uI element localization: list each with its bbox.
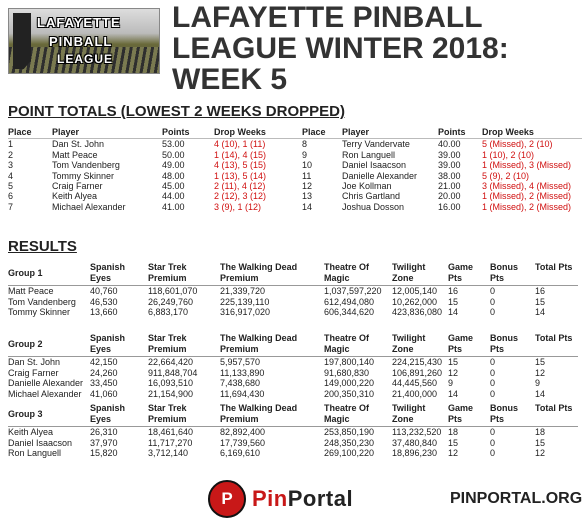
points-row	[302, 139, 582, 150]
score-cell: 0	[490, 367, 496, 378]
wordmark-portal: Portal	[287, 486, 354, 511]
col-place: Place	[302, 127, 342, 139]
points-row	[302, 181, 582, 191]
player-cell: Tommy Skinner	[8, 307, 71, 318]
player-cell: Danielle Alexander	[342, 170, 418, 181]
score-cell: 15	[448, 437, 459, 448]
score-cell: 15	[535, 437, 546, 448]
place-cell: 2	[8, 149, 14, 160]
score-cell: 248,350,230	[324, 437, 375, 448]
points-cell: 16.00	[438, 201, 461, 212]
points-cell: 44.00	[162, 191, 185, 202]
points-cell: 45.00	[162, 181, 185, 192]
player-cell: Daniel Isaacson	[8, 437, 73, 448]
score-cell: 40,760	[90, 286, 118, 296]
table-row	[8, 368, 578, 379]
results-col-header: Star Trek Premium	[148, 333, 220, 357]
score-cell: 24,260	[90, 367, 118, 378]
score-cell: 37,480,840	[392, 437, 438, 448]
pinportal-wordmark	[252, 486, 353, 512]
player-cell: Ron Languell	[8, 448, 62, 459]
player-cell: Matt Peace	[8, 286, 54, 296]
col-drop-weeks: Drop Weeks	[482, 127, 582, 139]
points-cell: 50.00	[162, 149, 185, 160]
col-drop-weeks: Drop Weeks	[214, 127, 304, 139]
score-cell: 911,848,704	[148, 367, 198, 378]
results-col-header: Star Trek Premium	[148, 262, 220, 286]
score-cell: 15	[535, 296, 546, 307]
results-group-2	[8, 333, 578, 399]
results-col-header: Game Pts	[448, 262, 490, 286]
player-cell: Michael Alexander	[52, 201, 126, 212]
score-cell: 197,800,140	[324, 357, 375, 367]
score-cell: 15,820	[90, 448, 118, 459]
score-cell: 21,400,000	[392, 388, 438, 399]
score-cell: 46,530	[90, 296, 118, 307]
score-cell: 0	[490, 357, 496, 367]
player-cell: Craig Farner	[8, 367, 59, 378]
score-cell: 12	[535, 448, 546, 459]
place-cell: 11	[302, 170, 312, 181]
score-cell: 9	[448, 378, 454, 389]
place-cell: 6	[8, 191, 14, 202]
player-cell: Matt Peace	[52, 149, 98, 160]
results-col-header: Total Pts	[535, 262, 578, 286]
score-cell: 269,100,220	[324, 448, 375, 459]
points-row	[302, 171, 582, 181]
score-cell: 11,717,270	[148, 437, 193, 448]
score-cell: 21,154,900	[148, 388, 194, 399]
score-cell: 224,215,430	[392, 357, 443, 367]
score-cell: 0	[490, 307, 496, 318]
results-col-header: The Walking Dead Premium	[220, 403, 324, 427]
results-col-header: Total Pts	[535, 403, 578, 427]
player-cell: Dan St. John	[52, 139, 105, 150]
drop-weeks-cell: 3 (9), 1 (12)	[214, 201, 262, 212]
score-cell: 33,450	[90, 378, 118, 389]
player-cell: Tom Vandenberg	[52, 160, 120, 171]
points-cell: 48.00	[162, 170, 185, 181]
score-cell: 82,892,400	[220, 427, 266, 437]
score-cell: 7,438,680	[220, 378, 261, 389]
points-heading: POINT TOTALS (LOWEST 2 WEEKS DROPPED)	[8, 103, 345, 120]
points-cell: 53.00	[162, 139, 185, 150]
results-col-header: Twilight Zone	[392, 333, 448, 357]
player-cell: Keith Alyea	[8, 427, 54, 437]
group-name: Group 3	[8, 403, 90, 427]
score-cell: 9	[535, 378, 541, 389]
table-row	[8, 438, 578, 449]
table-row	[8, 389, 578, 400]
score-cell: 10,262,000	[392, 296, 438, 307]
drop-weeks-cell: 1 (10), 2 (10)	[482, 149, 535, 160]
drop-weeks-cell: 3 (Missed), 4 (Missed)	[482, 181, 572, 192]
group-header-row	[8, 403, 578, 427]
score-cell: 423,836,080	[392, 307, 443, 318]
table-row	[8, 286, 578, 297]
points-cell: 40.00	[438, 139, 461, 150]
points-row	[8, 181, 304, 191]
points-row	[302, 202, 582, 212]
points-cell: 38.00	[438, 170, 461, 181]
drop-weeks-cell: 1 (14), 4 (15)	[214, 149, 267, 160]
score-cell: 0	[490, 296, 496, 307]
table-row	[8, 448, 578, 459]
score-cell: 5,957,570	[220, 357, 261, 367]
player-cell: Ron Languell	[342, 149, 396, 160]
wordmark-pin: Pin	[252, 486, 288, 511]
score-cell: 12	[448, 367, 459, 378]
logo-line-2: PINBALL	[49, 34, 113, 49]
points-row	[8, 202, 304, 212]
points-row	[8, 139, 304, 150]
table-row	[8, 297, 578, 308]
score-cell: 113,232,520	[392, 427, 442, 437]
logo-line-1: LAFAYETTE	[37, 15, 121, 30]
place-cell: 4	[8, 170, 14, 181]
score-cell: 0	[490, 388, 496, 399]
place-cell: 10	[302, 160, 313, 171]
points-cell: 41.00	[162, 201, 185, 212]
score-cell: 12,005,140	[392, 286, 438, 296]
drop-weeks-cell: 1 (Missed), 2 (Missed)	[482, 201, 572, 212]
col-player: Player	[342, 127, 438, 139]
drop-weeks-cell: 1 (Missed), 3 (Missed)	[482, 160, 572, 171]
col-player: Player	[52, 127, 162, 139]
score-cell: 26,310	[90, 427, 118, 437]
results-col-header: Theatre Of Magic	[324, 262, 392, 286]
score-cell: 18,896,230	[392, 448, 438, 459]
results-col-header: Spanish Eyes	[90, 333, 148, 357]
score-cell: 0	[490, 378, 496, 389]
score-cell: 14	[535, 307, 546, 318]
player-cell: Terry Vandervate	[342, 139, 410, 150]
score-cell: 225,139,110	[220, 296, 270, 307]
score-cell: 12	[448, 448, 459, 459]
player-cell: Craig Farner	[52, 181, 103, 192]
drop-weeks-cell: 4 (13), 5 (15)	[214, 160, 267, 171]
pinportal-mark-icon: P	[208, 480, 246, 518]
score-cell: 14	[448, 388, 459, 399]
points-row	[302, 150, 582, 160]
group-name: Group 2	[8, 333, 90, 357]
score-cell: 12	[535, 367, 546, 378]
score-cell: 18,461,640	[148, 427, 194, 437]
drop-weeks-cell: 4 (10), 1 (11)	[214, 139, 266, 150]
score-cell: 3,712,140	[148, 448, 189, 459]
points-table-left	[8, 127, 304, 212]
score-cell: 0	[490, 427, 496, 437]
results-col-header: Spanish Eyes	[90, 262, 148, 286]
score-cell: 16,093,510	[148, 378, 194, 389]
score-cell: 42,150	[90, 357, 118, 367]
score-cell: 16	[535, 286, 546, 296]
results-col-header: Twilight Zone	[392, 262, 448, 286]
score-cell: 6,169,610	[220, 448, 261, 459]
score-cell: 253,850,190	[324, 427, 375, 437]
player-cell: Danielle Alexander	[8, 378, 84, 389]
score-cell: 118,601,070	[148, 286, 198, 296]
score-cell: 606,344,620	[324, 307, 375, 318]
results-heading: RESULTS	[8, 238, 77, 255]
place-cell: 5	[8, 181, 14, 192]
player-cell: Joe Kollman	[342, 181, 392, 192]
score-cell: 149,000,220	[324, 378, 375, 389]
drop-weeks-cell: 5 (Missed), 2 (10)	[482, 139, 553, 150]
score-cell: 14	[535, 388, 546, 399]
score-cell: 26,249,760	[148, 296, 194, 307]
results-col-header: Star Trek Premium	[148, 403, 220, 427]
score-cell: 106,891,260	[392, 367, 443, 378]
results-col-header: Bonus Pts	[490, 333, 535, 357]
table-row	[8, 307, 578, 318]
player-cell: Dan St. John	[8, 357, 61, 367]
score-cell: 11,133,890	[220, 367, 265, 378]
results-col-header: Theatre Of Magic	[324, 333, 392, 357]
place-cell: 7	[8, 201, 14, 212]
score-cell: 14	[448, 307, 459, 318]
points-row	[302, 160, 582, 170]
score-cell: 37,970	[90, 437, 118, 448]
score-cell: 1,037,597,220	[324, 286, 382, 296]
group-header-row	[8, 333, 578, 357]
score-cell: 13,660	[90, 307, 118, 318]
player-cell: Michael Alexander	[8, 388, 82, 399]
points-row	[8, 191, 304, 201]
results-col-header: Theatre Of Magic	[324, 403, 392, 427]
col-points: Points	[438, 127, 482, 139]
group-name: Group 1	[8, 262, 90, 286]
table-row	[8, 378, 578, 389]
drop-weeks-cell: 2 (12), 3 (12)	[214, 191, 267, 202]
drop-weeks-cell: 5 (9), 2 (10)	[482, 170, 530, 181]
drop-weeks-cell: 2 (11), 4 (12)	[214, 181, 266, 192]
score-cell: 21,339,720	[220, 286, 266, 296]
page-title: LAFAYETTE PINBALL LEAGUE WINTER 2018: WEEK 5	[172, 1, 509, 96]
score-cell: 0	[490, 286, 496, 296]
results-col-header: Total Pts	[535, 333, 578, 357]
results-col-header: Bonus Pts	[490, 262, 535, 286]
footer-url[interactable]: PINPORTAL.ORG	[450, 490, 583, 507]
points-row	[8, 160, 304, 170]
score-cell: 200,350,310	[324, 388, 375, 399]
score-cell: 18	[448, 427, 459, 437]
points-table-right	[302, 127, 582, 212]
score-cell: 18	[535, 427, 546, 437]
group-header-row	[8, 262, 578, 286]
score-cell: 15	[448, 357, 459, 367]
place-cell: 1	[8, 139, 14, 150]
results-col-header: Game Pts	[448, 403, 490, 427]
indiana-state-icon	[13, 13, 31, 69]
score-cell: 316,917,020	[220, 307, 271, 318]
score-cell: 15	[535, 357, 546, 367]
score-cell: 11,694,430	[220, 388, 265, 399]
points-cell: 39.00	[438, 149, 461, 160]
score-cell: 22,664,420	[148, 357, 194, 367]
results-col-header: Spanish Eyes	[90, 403, 148, 427]
player-cell: Daniel Isaacson	[342, 160, 407, 171]
points-cell: 49.00	[162, 160, 185, 171]
place-cell: 13	[302, 191, 313, 202]
score-cell: 16	[448, 286, 459, 296]
results-col-header: Game Pts	[448, 333, 490, 357]
results-group-3	[8, 403, 578, 459]
player-cell: Joshua Dosson	[342, 201, 405, 212]
score-cell: 91,680,830	[324, 367, 370, 378]
score-cell: 6,883,170	[148, 307, 189, 318]
points-row	[8, 150, 304, 160]
score-cell: 17,739,560	[220, 437, 266, 448]
place-cell: 12	[302, 181, 313, 192]
place-cell: 9	[302, 149, 308, 160]
results-col-header: The Walking Dead Premium	[220, 262, 324, 286]
results-col-header: Twilight Zone	[392, 403, 448, 427]
points-row	[302, 191, 582, 201]
col-points: Points	[162, 127, 214, 139]
logo-line-3: LEAGUE	[57, 52, 114, 66]
score-cell: 44,445,560	[392, 378, 438, 389]
points-cell: 39.00	[438, 160, 461, 171]
score-cell: 41,060	[90, 388, 118, 399]
player-cell: Tom Vandenberg	[8, 296, 76, 307]
pinportal-logo	[208, 480, 378, 520]
results-col-header: The Walking Dead Premium	[220, 333, 324, 357]
table-row	[8, 427, 578, 438]
place-cell: 14	[302, 201, 313, 212]
table-row	[8, 357, 578, 368]
player-cell: Keith Alyea	[52, 191, 98, 202]
score-cell: 15	[448, 296, 459, 307]
points-cell: 21.00	[438, 181, 461, 192]
score-cell: 0	[490, 448, 496, 459]
place-cell: 8	[302, 139, 308, 150]
points-cell: 20.00	[438, 191, 461, 202]
player-cell: Chris Gartland	[342, 191, 401, 202]
drop-weeks-cell: 1 (Missed), 2 (Missed)	[482, 191, 572, 202]
points-row	[8, 171, 304, 181]
score-cell: 0	[490, 437, 496, 448]
score-cell: 612,494,080	[324, 296, 375, 307]
results-col-header: Bonus Pts	[490, 403, 535, 427]
place-cell: 3	[8, 160, 14, 171]
player-cell: Tommy Skinner	[52, 170, 115, 181]
col-place: Place	[8, 127, 52, 139]
league-logo	[8, 8, 160, 74]
results-group-1	[8, 262, 578, 318]
drop-weeks-cell: 1 (13), 5 (14)	[214, 170, 267, 181]
